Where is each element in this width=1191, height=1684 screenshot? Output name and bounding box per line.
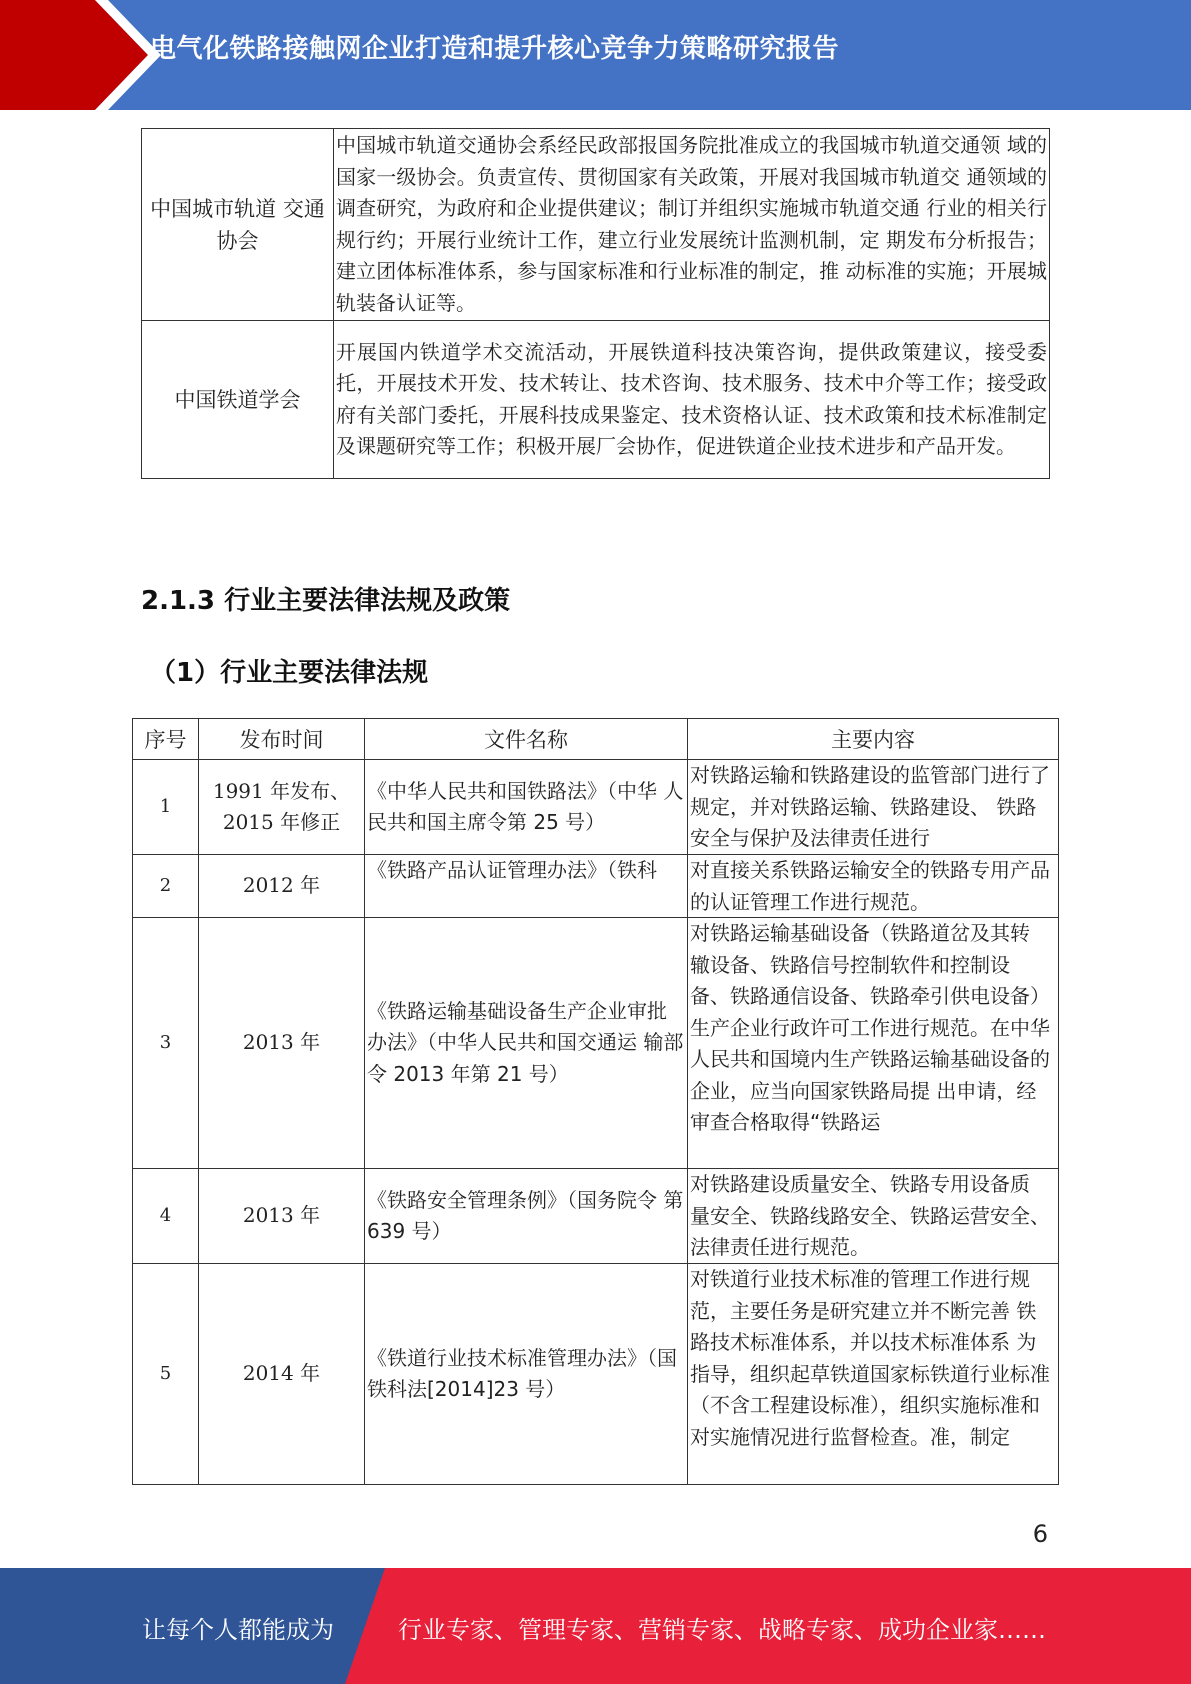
cell-doc xyxy=(365,855,688,918)
laws-table xyxy=(132,718,1059,1485)
cell-content-text: 对铁路运输基础设备（铁路道岔及其转 辙设备、铁路信号控制软件和控制设 备、铁路通信设备、铁路牵引供电设备） 生产企业行政许可工作进行规范。在中华人民共和国境内生产铁路运输基础设备的企业，应当向国家铁路局提 出申请，经审查合格取得“铁路运 xyxy=(690,921,1050,1134)
organization-table xyxy=(141,128,1050,479)
cell-doc: 《铁路运输基础设备生产企业审批办法》（中华人民共和国交通运 输部令 2013 年第 21 号） xyxy=(365,918,688,1169)
cell-content xyxy=(688,1169,1059,1264)
cell-time xyxy=(199,760,365,855)
table-row xyxy=(142,129,1050,321)
org-description: 开展国内铁道学术交流活动，开展铁道科技决策咨询，提供政策建议，接受委托，开展技术开发、技术转让、技术咨询、技术服务、技术中介等工作；接受政府有关部门委托，开展科技成果鉴定、技术资格认证、技术政策和技术标准制定及课题研究等工作；积极开展厂会协作，促进铁道企业技术进步和产品开发。 xyxy=(334,321,1050,479)
table-row xyxy=(142,321,1050,479)
org-description: 中国城市轨道交通协会系经民政部报国务院批准成立的我国城市轨道交通领 域的国家一级协会。负责宣传、贯彻国家有关政策，开展对我国城市轨道交 通领域的调查研究，为政府和企业提供建议；制订并组织实施城市轨道交通 行业的相关行规行约；开展行业统计工作，建立行业发展统计监测机制，定 期发布分析报告；建立团体标准体系，参与国家标准和行业标准的制定，推 动标准的实施；开展城轨装备认证等。 xyxy=(334,129,1050,321)
report-title: 电气化铁路接触网企业打造和提升核心竞争力策略研究报告 xyxy=(150,34,840,64)
cell-content-text: 对铁路运输和铁路建设的监管部门进行了规定，并对铁路运输、铁路建设、 铁路安全与保护及法律责任进行 xyxy=(690,763,1050,850)
org-name: 中国城市轨道 交通协会 xyxy=(142,129,334,321)
table-row xyxy=(133,855,1059,918)
cell-time: 2013 年 xyxy=(199,1169,365,1264)
cell-no: 4 xyxy=(133,1169,199,1264)
cell-content-text: 对直接关系铁路运输安全的铁路专用产品的认证管理工作进行规范。 xyxy=(690,858,1050,914)
cell-time-text: 1991 年发布、2015 年修正 xyxy=(212,778,351,834)
cell-no: 3 xyxy=(133,918,199,1169)
table-row xyxy=(133,760,1059,855)
page-number: 6 xyxy=(1032,1520,1048,1548)
cell-content xyxy=(688,760,1059,855)
cell-content xyxy=(688,1264,1059,1485)
cell-time: 2013 年 xyxy=(199,918,365,1169)
page-header xyxy=(0,0,1191,110)
cell-content xyxy=(688,918,1059,1169)
cell-time: 2012 年 xyxy=(199,855,365,918)
cell-no: 1 xyxy=(133,760,199,855)
cell-doc: 《铁道行业技术标准管理办法》（国铁科法[2014]23 号） xyxy=(365,1264,688,1485)
cell-doc: 《铁路安全管理条例》（国务院令 第 639 号） xyxy=(365,1169,688,1264)
table-header-row xyxy=(133,719,1059,760)
org-name: 中国铁道学会 xyxy=(142,321,334,479)
cell-no: 2 xyxy=(133,855,199,918)
column-header-doc: 文件名称 xyxy=(365,719,688,760)
section-heading: 2.1.3 行业主要法律法规及政策 xyxy=(141,586,511,616)
column-header-content: 主要内容 xyxy=(688,719,1059,760)
table-row xyxy=(133,918,1059,1169)
page-footer xyxy=(0,1568,1191,1684)
cell-content-text: 对铁道行业技术标准的管理工作进行规范，主要任务是研究建立并不断完善 铁路技术标准体系，并以技术标准体系 为指导，组织起草铁道国家标铁道行业标准（不含工程建设标准），组织实施标准和对实施情况进行监督检查。准，制定 xyxy=(690,1267,1050,1449)
sub-heading: （1）行业主要法律法规 xyxy=(150,658,429,688)
cell-time: 2014 年 xyxy=(199,1264,365,1485)
table-row xyxy=(133,1264,1059,1485)
cell-content xyxy=(688,855,1059,918)
footer-slogan-right: 行业专家、管理专家、营销专家、战略专家、成功企业家…… xyxy=(398,1616,1046,1644)
cell-no: 5 xyxy=(133,1264,199,1485)
footer-slogan-left: 让每个人都能成为 xyxy=(142,1616,334,1644)
table-row xyxy=(133,1169,1059,1264)
header-arrow-decoration xyxy=(0,0,170,110)
cell-doc-text: 《铁路产品认证管理办法》（铁科 xyxy=(367,858,657,882)
cell-doc: 《中华人民共和国铁路法》（中华 人民共和国主席令第 25 号） xyxy=(365,760,688,855)
cell-content-text: 对铁路建设质量安全、铁路专用设备质 量安全、铁路线路安全、铁路运营安全、 法律责任进行规范。 xyxy=(690,1172,1050,1259)
column-header-no: 序号 xyxy=(133,719,199,760)
column-header-time: 发布时间 xyxy=(199,719,365,760)
